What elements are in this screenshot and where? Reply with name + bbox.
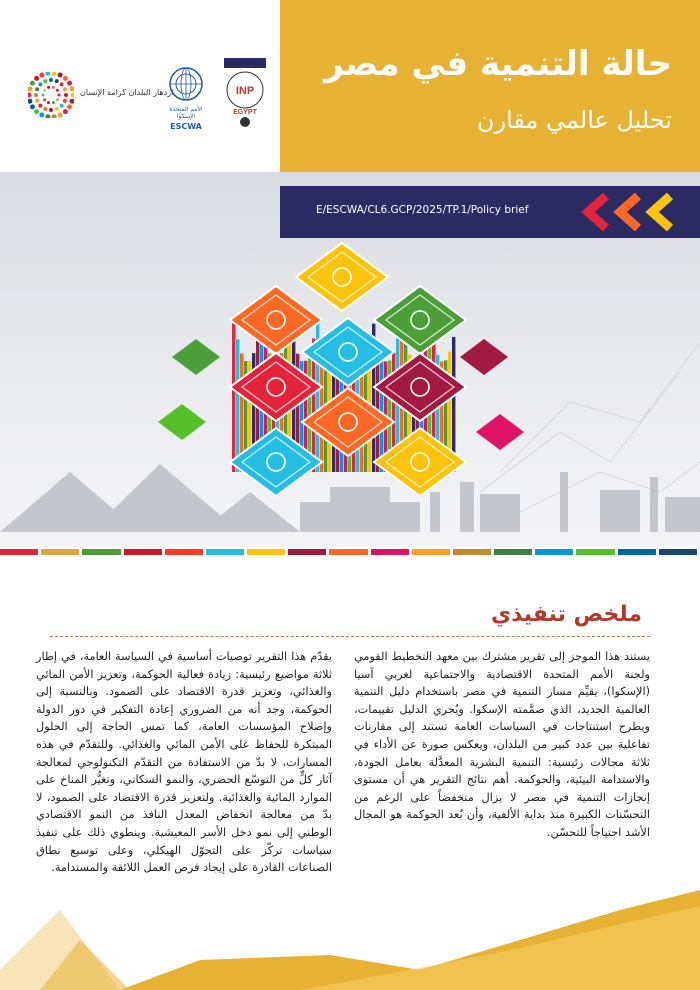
color-strip-segment [288,549,326,555]
section-heading: ملخص تنفيذي [490,602,642,627]
color-strip-segment [41,549,79,555]
pyramids-icon [296,243,388,311]
policy-code-bar [280,186,700,238]
sdg-color-strip [0,549,700,557]
logo-area [0,0,280,172]
color-strip-segment [82,549,120,555]
color-strip-segment [124,549,162,555]
decorative-diamond [476,414,524,450]
footer-decoration [0,870,700,990]
hero-banner [0,172,700,547]
color-strip-segment [247,549,285,555]
color-strip-segment [535,549,573,555]
un-arabic: الإسكوا [176,113,196,120]
color-strip-segment [576,549,614,555]
inp-label: INP [235,85,255,97]
un-emblem-icon [168,66,204,102]
summary-column-right: يستند هذا الموجز إلى تقرير مشترك بين معهد التخطيط القومي ولجنة الأمم المتحدة الاقتصادية والاجتماعية لغربي آسيا (الإسكوا)، يقيِّم مسار التنمية في مصر باستخدام دليل التنمية العالمية الجديد، الذي صمَّمته الإسكوا. ويُجري الدليل تقييمات، ويطرح استنتاجات في السياسات العامة تستند إلى مقارنات تفاعلية بين عدد كبير من البلدان، ويعكس صورة عن الأداء في ثلاثة مجالات رئيسية: التنمية البشرية المعدَّلة بعامل الجودة، والاستدامة البيئية، والحوكمة. أهم نتائج التقرير هي أن مستوى إنجازات التنمية في مصر لا يزال منخفضاً على الرغم من التحسّنات الكبيرة منذ بداية الألفية، وأن بُعد الحوكمة هو المجال الأشد احتياجاً للتحسّن. [354,650,650,839]
decorative-diamond [172,339,220,375]
header [0,0,700,172]
decorative-diamond [158,404,206,440]
un-logo [168,66,204,131]
color-strip-segment [618,549,656,555]
hero-bar [232,322,235,472]
hero-bar [236,339,239,472]
summary-column-left: يقدّم هذا التقرير توصيات أساسية في السياسة العامة، في إطار ثلاثة مواضيع رئيسية: زيادة فعالية الحوكمة، وتعزيز الأمن المائي والغذائي، وتعزيز قدرة الاقتصاد على الصمود. وبالنسبة إلى الحوكمة، وجد أنه من الضروري إعادة التفكير في دور الدولة وإصلاح المؤسسات العامة، كما تمس الحاجة إلى الحلول المبتكرة للحفاظ على الأمن المائي والغذائي. وللتقدّم في هذه المسارات، لا بدّ من الاستفادة من التقدّم التكنولوجي لمعالجة آثار كلٍّ من التوسّع الحضري، والنمو السكاني، وتغيُّر المناخ على الموارد المائية والغذائية. ولتعزيز قدرة الاقتصاد على الصمود، لا بدّ من معالجة انخفاض المعدل النافذ من النمو الاقتصادي الوطني إلى نمو دخل الأسر المعيشية. وينطوي ذلك على تنفيذ سياسات تركّز على التحوّل الهيكلي، وعلى توسيع نطاق الصناعات القادرة على إيجاد فرص العمل اللائقة والمستدامة. [36,650,332,875]
section-divider [50,636,650,637]
inp-country: EGYPT [233,109,257,116]
sdg-tagline: ازدهار البلدان كرامة الإنسان [80,88,174,97]
page-subtitle: تحليل عالمي مقارن [476,106,672,134]
color-strip-segment [412,549,450,555]
people-icon [230,286,322,354]
color-strip-segment [165,549,203,555]
un-arabic-full: الأمم المتحدة [169,106,203,113]
color-strip-segment [494,549,532,555]
decorative-diamond [460,339,508,375]
inp-emblem-icon [222,56,268,128]
color-strip-segment [371,549,409,555]
color-strip-segment [659,549,697,555]
color-strip-segment [0,549,38,555]
color-strip-segment [329,549,367,555]
policy-code: E/ESCWA/CL6.GCP/2025/TP.1/Policy brief [316,204,529,216]
chevron-icon [572,192,682,232]
title-area [280,0,700,172]
sdg-wheel-icon [28,72,74,118]
un-org-label: ESCWA [170,122,202,131]
color-strip-segment [206,549,244,555]
page-title: حالة التنمية في مصر [323,44,672,84]
color-strip-segment [453,549,491,555]
